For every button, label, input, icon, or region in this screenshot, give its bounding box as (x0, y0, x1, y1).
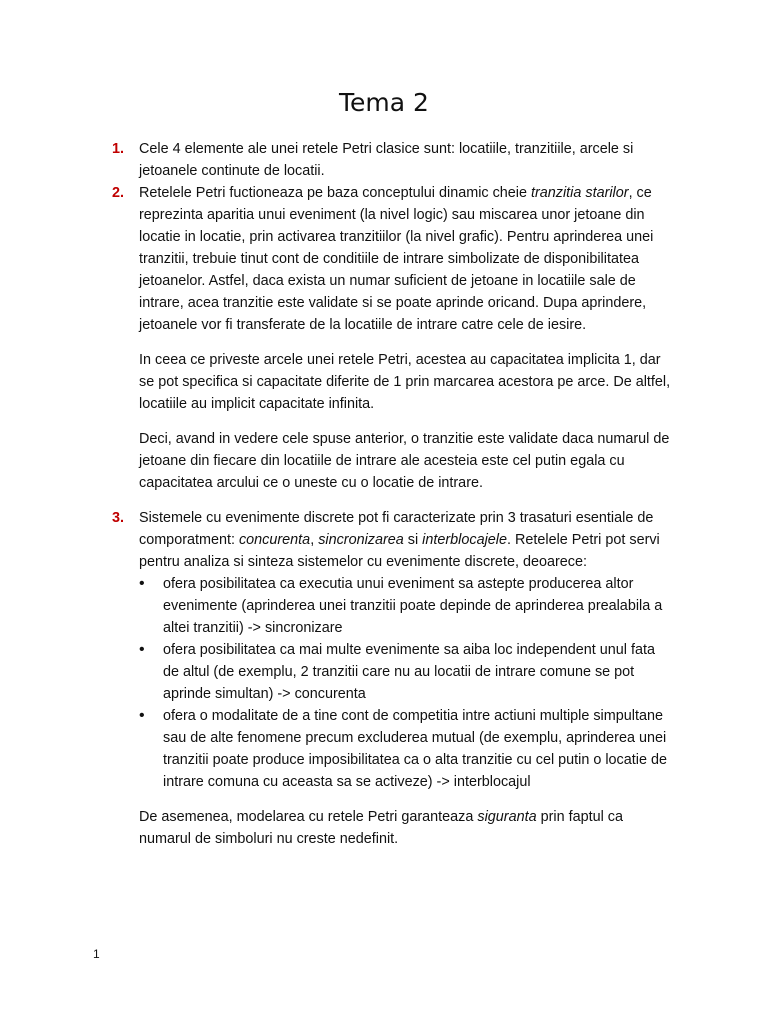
paragraph-arce: In ceea ce priveste arcele unei retele Petri, acestea au capacitatea implicita 1, dar se pot specifica si capacitate diferite de 1 prin marcarea acestora pe arce. De altfel, locatiile au implicit capacitate infinita. (139, 352, 671, 412)
bullet-item: • ofera posibilitatea ca mai multe evenimente sa aiba loc independent unul fata de altul (de exemplu, 2 tranzitii care nu au locatii de intrare comune se pot aprinde simultan) -> concurenta (139, 639, 672, 705)
item-number: 1. (112, 141, 125, 157)
italic-term: tranzitia starilor (530, 185, 629, 201)
item-text (139, 507, 672, 573)
text-segment: si (403, 532, 423, 548)
item-number: 3. (112, 510, 125, 526)
text-segment: , (310, 532, 319, 548)
document-body (112, 138, 672, 850)
bullet-item: • ofera posibilitatea ca executia unui eveniment sa astepte producerea altor evenimente (aprinderea unei tranzitii poate depinde de aprinderea prealabila a altei tranzitii) -> sincronizare (139, 573, 672, 639)
list-item-2 (112, 182, 672, 336)
bullet-item: • ofera o modalitate de a tine cont de competitia intre actiuni multiple simpultane sau de alte fenomene precum excluderea mutual (de exemplu, aprinderea unei tranzitii poate produce imposibilitatea ca o alta tranzitie cu cel putin o locatie de intrare comuna cu aceasta sa se activeze) -> interblocajul (139, 705, 672, 793)
text-segment: De asemenea, modelarea cu retele Petri garanteaza (139, 809, 478, 825)
text-segment: , ce reprezinta aparitia unui eveniment (la nivel logic) sau miscarea unor jetoane din locatie in locatie, prin activarea tranzitiilor (la nivel grafic). Pentru aprinderea unei tranzitii, trebuie tinut cont de conditiile de intrare simbolizate de disponibilitatea jetoanelor. Astfel, daca exista un numar suficient de jetoane in locatiile sale de intrare, acea tranzitie este validate si se poate aprinde oricand. Dupa aprindere, jetoanele vor fi transferate de la locatiile de intrare catre cele de iesire. (139, 185, 654, 333)
paragraph-deci: Deci, avand in vedere cele spuse anterior, o tranzitie este validate daca numarul de jetoane din fiecare din locatiile de intrare ale acesteia este cel putin egala cu capacitatea arcului ce o uneste cu o locatie de intrare. (139, 431, 670, 491)
page-number: 1 (93, 947, 100, 961)
list-item-3 (112, 507, 672, 793)
text-segment: Sistemele cu evenimente discrete pot fi caracterizate prin 3 trasaturi esentiale de comporatment: (139, 510, 654, 548)
italic-term: interblocajele (422, 532, 507, 548)
page-title: Tema 2 (339, 88, 429, 117)
italic-term: concurenta (238, 532, 311, 548)
text-segment: . Retelele Petri pot servi pentru analiza si sinteza sistemelor cu evenimente discrete, deoarece: (139, 532, 660, 570)
bullet-list (139, 573, 672, 793)
list-item-1 (112, 138, 672, 182)
italic-term: sincronizarea (318, 532, 404, 548)
paragraph-siguranta (112, 806, 672, 850)
item-number: 2. (112, 185, 125, 201)
italic-term: siguranta (477, 809, 537, 825)
text-segment: Retelele Petri fuctioneaza pe baza conceptului dinamic cheie (139, 185, 531, 201)
item-text (139, 182, 672, 336)
item-text: Cele 4 elemente ale unei retele Petri clasice sunt: locatiile, tranzitiile, arcele si jetoanele continute de locatii. (139, 141, 634, 179)
text-segment: prin faptul ca numarul de simboluri nu creste nedefinit. (139, 809, 623, 847)
